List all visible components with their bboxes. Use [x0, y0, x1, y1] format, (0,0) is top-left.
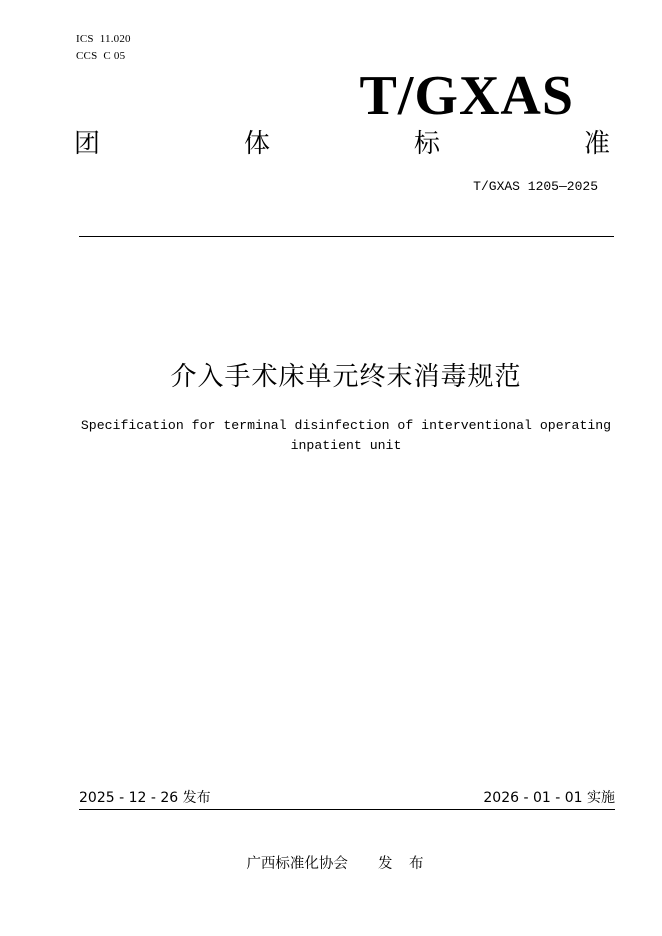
classification-codes [76, 31, 131, 65]
ccs-value: C 05 [103, 50, 126, 62]
standard-brand-mark: T/GXAS [359, 65, 574, 127]
standard-type-char: 团 [74, 129, 101, 159]
standard-type-char: 准 [583, 129, 610, 159]
ccs-label: CCS [76, 50, 98, 62]
publish-word: 发 布 [377, 856, 430, 872]
publisher-line [0, 853, 662, 875]
standard-type-heading [74, 124, 610, 164]
document-title-en [80, 416, 612, 456]
standard-number: T/GXAS 1205—2025 [473, 179, 598, 194]
ccs-code [76, 48, 131, 65]
bottom-divider [79, 809, 615, 810]
release-date: 2025 - 12 - 26 发布 [79, 790, 211, 806]
standard-type-char: 体 [243, 129, 270, 159]
ics-label: ICS [76, 33, 94, 45]
publisher-name: 广西标准化协会 [246, 856, 348, 872]
effective-date: 2026 - 01 - 01 实施 [483, 790, 615, 806]
standard-type-char: 标 [413, 129, 440, 159]
top-divider [79, 236, 614, 237]
ics-code [76, 31, 131, 48]
title-en-line: inpatient unit [290, 438, 402, 453]
title-en-line: Specification for terminal disinfection of interventional operating [80, 418, 612, 433]
document-title-zh: 介入手术床单元终末消毒规范 [170, 362, 522, 392]
ics-value: 11.020 [99, 33, 131, 45]
date-row [79, 787, 615, 809]
